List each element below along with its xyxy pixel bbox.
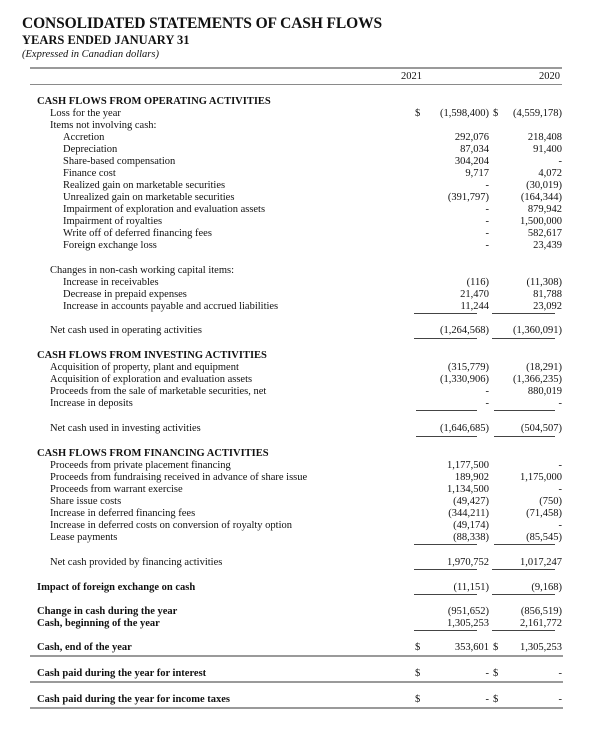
row-rule <box>30 707 563 709</box>
total-underline <box>414 338 477 339</box>
currency-symbol: $ <box>493 642 499 653</box>
table-row: Share-based compensation 304,204 - <box>63 156 562 167</box>
total-underline <box>492 338 555 339</box>
table-row: Finance cost 9,717 4,072 <box>63 168 562 179</box>
table-row: Share issue costs (49,427) (750) <box>50 496 562 507</box>
cash-end-row: Cash, end of the year $ 353,601 $ 1,305,253 <box>37 642 562 653</box>
row-rule <box>30 655 563 657</box>
top-rule <box>30 67 562 69</box>
section-heading-investing: CASH FLOWS FROM INVESTING ACTIVITIES <box>37 350 267 361</box>
income-taxes-paid-row: Cash paid during the year for income taxes $ - $ - <box>37 694 562 705</box>
total-underline <box>414 569 477 570</box>
total-underline <box>416 436 477 437</box>
interest-paid-row: Cash paid during the year for interest $ - $ - <box>37 668 562 679</box>
table-row: Impairment of exploration and evaluation assets - 879,942 <box>63 204 562 215</box>
total-underline <box>494 436 555 437</box>
section-heading-operating: CASH FLOWS FROM OPERATING ACTIVITIES <box>37 96 271 107</box>
table-row: Depreciation 87,034 91,400 <box>63 144 562 155</box>
table-row: Foreign exchange loss - 23,439 <box>63 240 562 251</box>
table-row: Increase in accounts payable and accrued liabilities 11,244 23,092 <box>63 301 562 312</box>
subtotal-underline <box>414 313 477 314</box>
subtotal-underline <box>414 594 477 595</box>
currency-symbol: $ <box>493 108 499 119</box>
header-rule <box>30 84 562 85</box>
currency-symbol: $ <box>415 694 421 705</box>
section-heading-financing: CASH FLOWS FROM FINANCING ACTIVITIES <box>37 448 269 459</box>
table-row: Loss for the year $ (1,598,400) $ (4,559,178) <box>50 108 562 119</box>
table-row: Write off of deferred financing fees - 582,617 <box>63 228 562 239</box>
year-header-2021: 2021 <box>401 71 422 82</box>
subtotal-underline <box>492 630 555 631</box>
table-row: Proceeds from warrant exercise 1,134,500 - <box>50 484 562 495</box>
currency-symbol: $ <box>415 668 421 679</box>
table-row: Impairment of royalties - 1,500,000 <box>63 216 562 227</box>
table-row: Proceeds from the sale of marketable securities, net - 880,019 <box>50 386 562 397</box>
table-row: Increase in deposits - - <box>50 398 562 409</box>
subheading-items-not-involving-cash: Items not involving cash: <box>50 120 157 131</box>
currency-symbol: $ <box>415 642 421 653</box>
year-header-2020: 2020 <box>539 71 560 82</box>
total-underline <box>492 569 555 570</box>
total-row-operating: Net cash used in operating activities (1,264,568) (1,360,091) <box>50 325 562 336</box>
statement-title: CONSOLIDATED STATEMENTS OF CASH FLOWS <box>22 15 383 32</box>
total-row-financing: Net cash provided by financing activities 1,970,752 1,017,247 <box>50 557 562 568</box>
fx-impact-row: Impact of foreign exchange on cash (11,151) (9,168) <box>37 582 562 593</box>
table-row: Lease payments (88,338) (85,545) <box>50 532 562 543</box>
subtotal-underline <box>492 313 555 314</box>
currency-note: (Expressed in Canadian dollars) <box>22 49 159 60</box>
table-row: Increase in receivables (116) (11,308) <box>63 277 562 288</box>
currency-symbol: $ <box>493 694 499 705</box>
table-row: Unrealized gain on marketable securities (391,797) (164,344) <box>63 192 562 203</box>
table-row: Decrease in prepaid expenses 21,470 81,788 <box>63 289 562 300</box>
table-row: Acquisition of exploration and evaluation assets (1,330,906) (1,366,235) <box>50 374 562 385</box>
subheading-working-capital: Changes in non-cash working capital items: <box>50 265 235 276</box>
subtotal-underline <box>494 410 555 411</box>
statement-subtitle: YEARS ENDED JANUARY 31 <box>22 33 190 47</box>
subtotal-underline <box>414 544 477 545</box>
table-row: Proceeds from private placement financing 1,177,500 - <box>50 460 562 471</box>
table-row: Accretion 292,076 218,408 <box>63 132 562 143</box>
change-in-cash-row: Change in cash during the year (951,652) (856,519) <box>37 606 562 617</box>
table-row: Acquisition of property, plant and equipment (315,779) (18,291) <box>50 362 562 373</box>
table-row: Increase in deferred financing fees (344,211) (71,458) <box>50 508 562 519</box>
currency-symbol: $ <box>493 668 499 679</box>
table-row: Proceeds from fundraising received in advance of share issue 189,902 1,175,000 <box>50 472 562 483</box>
table-row: Realized gain on marketable securities - (30,019) <box>63 180 562 191</box>
total-row-investing: Net cash used in investing activities (1,646,685) (504,507) <box>50 423 562 434</box>
subtotal-underline <box>492 594 555 595</box>
cash-beginning-row: Cash, beginning of the year 1,305,253 2,161,772 <box>37 618 562 629</box>
subtotal-underline <box>414 630 477 631</box>
currency-symbol: $ <box>415 108 421 119</box>
subtotal-underline <box>416 410 477 411</box>
row-rule <box>30 681 563 683</box>
table-row: Increase in deferred costs on conversion of royalty option (49,174) - <box>50 520 562 531</box>
subtotal-underline <box>494 544 555 545</box>
